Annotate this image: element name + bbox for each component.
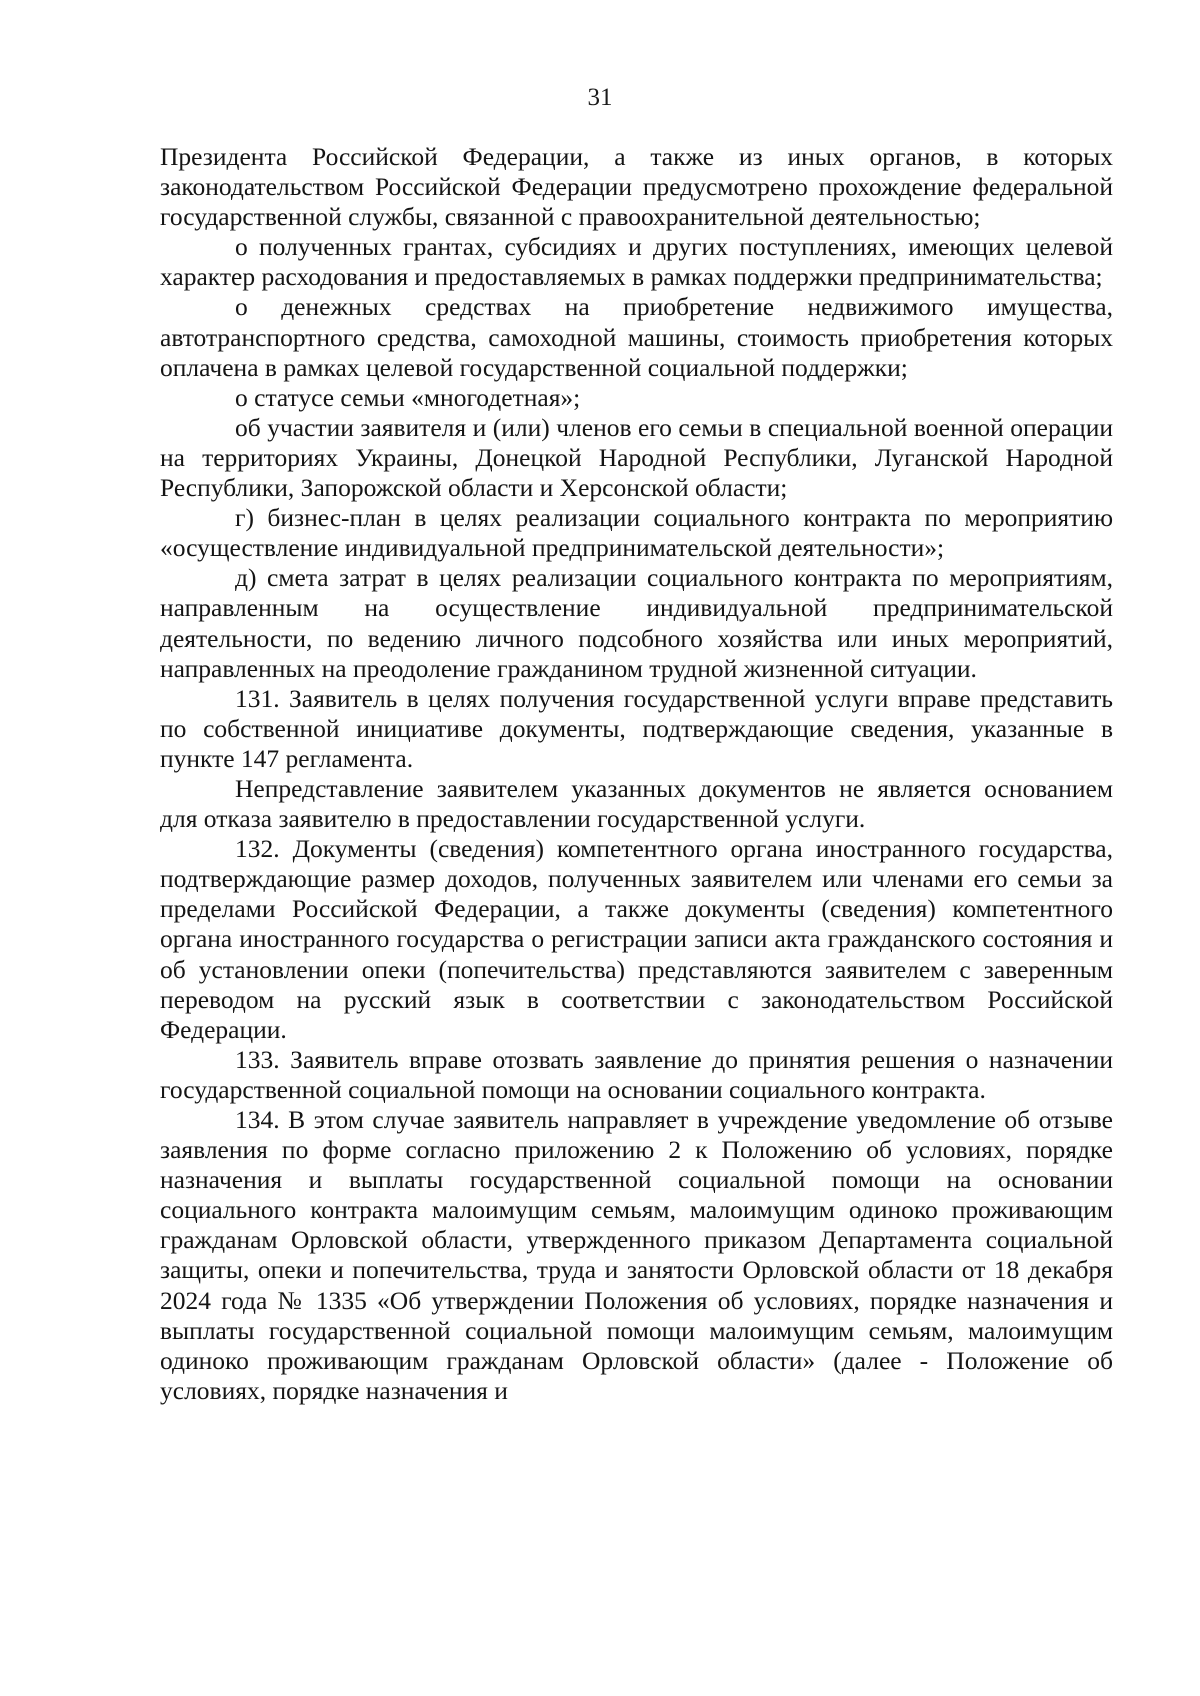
page-number: 31 xyxy=(587,84,613,111)
paragraph-continuation: Президента Российской Федерации, а также из иных органов, в которых законодательством Российской Федерации предусмотрено прохождение федеральной государственной службы, связанной с правоохранительной деятельностью; xyxy=(160,142,1113,232)
paragraph-132: 132. Документы (сведения) компетентного органа иностранного государства, подтверждающие размер доходов, полученных заявителем или членами его семьи за пределами Российской Федерации, а также документы (сведения) компетентного органа иностранного государства о регистрации записи акта гражданского состояния и об установлении опеки (попечительства) представляются заявителем с заверенным переводом на русский язык в соответствии с законодательством Российской Федерации. xyxy=(160,834,1113,1044)
paragraph-grants: о полученных грантах, субсидиях и других поступлениях, имеющих целевой характер расходования и предоставляемых в рамках поддержки предпринимательства; xyxy=(160,232,1113,292)
paragraph-family-status: о статусе семьи «многодетная»; xyxy=(235,382,581,412)
paragraph-cost-estimate: д) смета затрат в целях реализации социального контракта по мероприятиям, направленным на осуществление индивидуальной предпринимательской деятельности, по ведению личного подсобного хозяйства или иных мероприятий, направленных на преодоление гражданином трудной жизненной ситуации. xyxy=(160,563,1113,683)
paragraph-business-plan: г) бизнес-план в целях реализации социального контракта по мероприятию «осуществление индивидуальной предпринимательской деятельности»; xyxy=(160,503,1113,563)
paragraph-134: 134. В этом случае заявитель направляет в учреждение уведомление об отзыве заявления по форме согласно приложению 2 к Положению об условиях, порядке назначения и выплаты государственной социальной помощи на основании социального контракта малоимущим семьям, малоимущим одиноко проживающим гражданам Орловской области, утвержденного приказом Департамента социальной защиты, опеки и попечительства, труда и занятости Орловской области от 18 декабря 2024 года № 1335 «Об утверждении Положения об условиях, порядке назначения и выплаты государственной социальной помощи малоимущим семьям, малоимущим одиноко проживающим гражданам Орловской области» (далее - Положение об условиях, порядке назначения и xyxy=(160,1105,1113,1405)
paragraph-133: 133. Заявитель вправе отозвать заявление до принятия решения о назначении государственной социальной помощи на основании социального контракта. xyxy=(160,1044,1113,1104)
paragraph-non-submission: Непредставление заявителем указанных документов не является основанием для отказа заявителю в предоставлении государственной услуги. xyxy=(160,773,1113,834)
paragraph-funds: о денежных средствах на приобретение недвижимого имущества, автотранспортного средства, самоходной машины, стоимость приобретения которых оплачена в рамках целевой государственной социальной поддержки; xyxy=(160,292,1113,382)
paragraph-military-operation: об участии заявителя и (или) членов его семьи в специальной военной операции на территориях Украины, Донецкой Народной Республики, Луганской Народной Республики, Запорожской области и Херсонской области; xyxy=(160,412,1113,503)
document-body xyxy=(160,142,1113,1406)
paragraph-131: 131. Заявитель в целях получения государственной услуги вправе представить по собственной инициативе документы, подтверждающие сведения, указанные в пункте 147 регламента. xyxy=(160,683,1113,773)
